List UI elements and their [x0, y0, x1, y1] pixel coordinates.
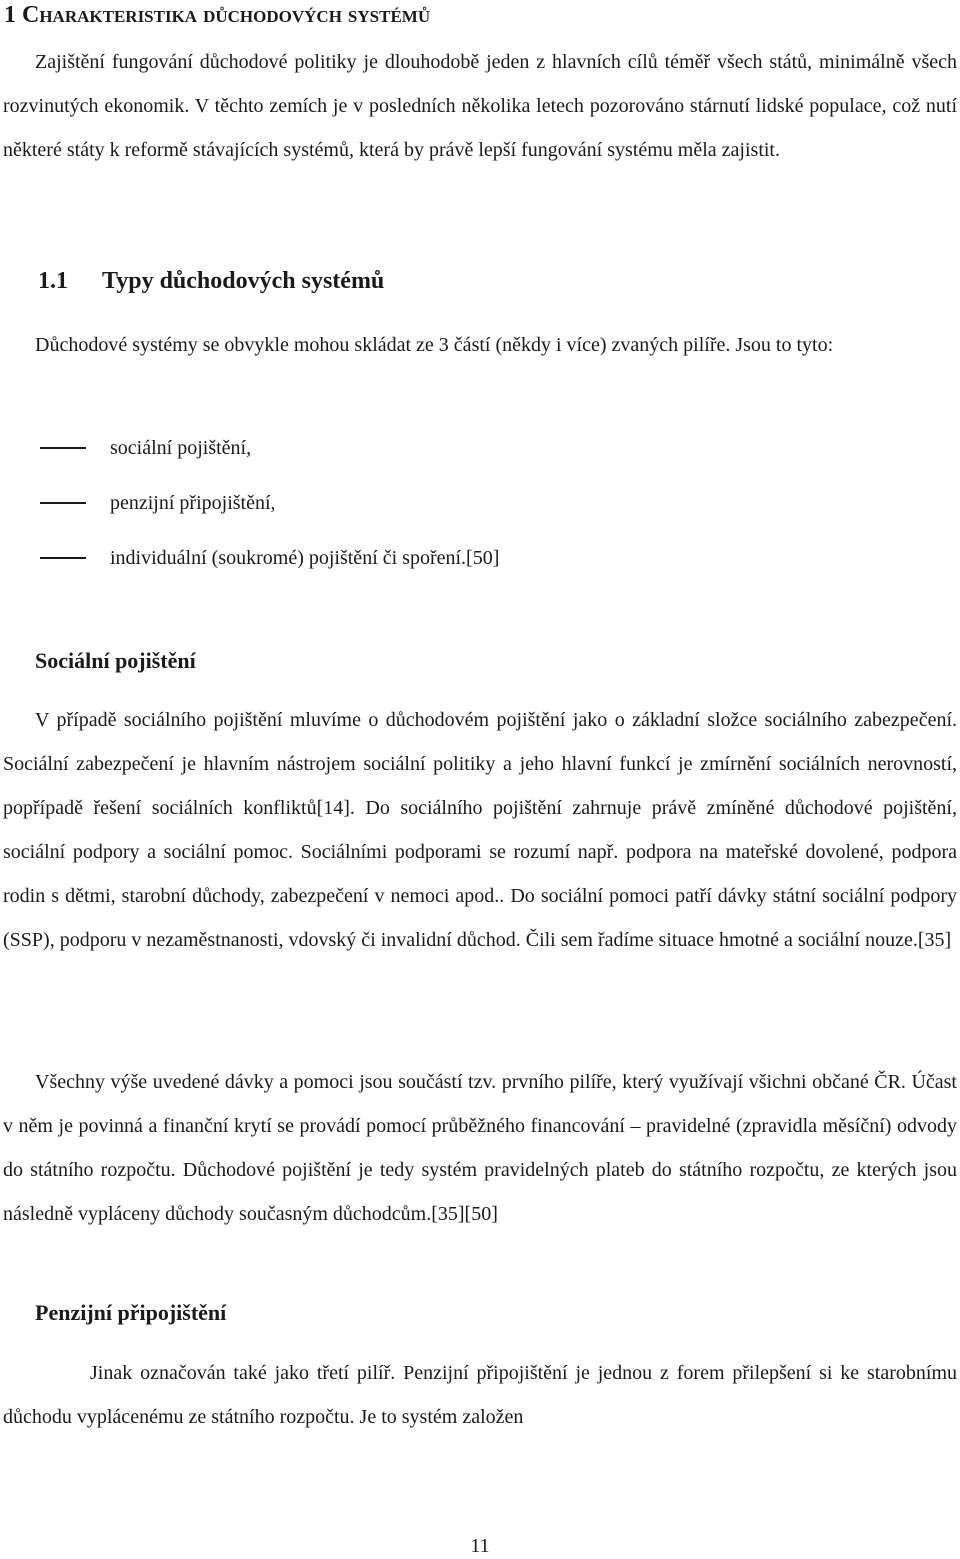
chapter-heading [4, 2, 430, 29]
section-number: 1.1 [38, 268, 68, 294]
section-title: Typy důchodových systémů [102, 268, 385, 294]
section-heading [38, 268, 384, 295]
chapter-title: Charakteristika důchodových systémů [22, 2, 431, 28]
intro-paragraph: Zajištění fungování důchodové politiky je dlouhodobě jeden z hlavních cílů téměř všech států, minimálně všech rozvinutých ekonomik. V těchto zemích je v posledních několika letech pozorováno stárnutí lidské populace, což nutí některé státy k reformě stávajících systémů, která by právě lepší fungování systému měla zajistit. [3, 51, 957, 161]
dash-bullet-icon [40, 502, 86, 504]
social-insurance-paragraph-2: Všechny výše uvedené dávky a pomoci jsou součástí tzv. prvního pilíře, který využívají všichni občané ČR. Účast v něm je povinná a finanční krytí se provádí pomocí průběžného financování – pravidelné (zpravidla měsíční) odvody do státního rozpočtu. Důchodové pojištění je tedy systém pravidelných plateb do státního rozpočtu, ze kterých jsou následně vypláceny důchody současným důchodcům.[35][50] [3, 1071, 957, 1225]
pension-supplement-paragraph: Jinak označován také jako třetí pilíř. Penzijní připojištění je jednou z forem přilepšení si ke starobnímu důchodu vyplácenému ze státního rozpočtu. Je to systém založen [3, 1362, 957, 1428]
pension-supplement-heading: Penzijní připojištění [35, 1300, 227, 1325]
page-number: 11 [470, 1535, 490, 1557]
list-item: penzijní připojištění, [0, 481, 499, 536]
social-insurance-heading: Sociální pojištění [35, 648, 196, 673]
chapter-number: 1 [4, 2, 16, 28]
pillar-list [0, 426, 499, 591]
dash-bullet-icon [40, 557, 86, 559]
social-insurance-paragraph-1: V případě sociálního pojištění mluvíme o důchodovém pojištění jako o základní složce sociálního zabezpečení. Sociální zabezpečení je hlavním nástrojem sociální politiky a jeho hlavní funkcí je zmírnění sociálních nerovností, popřípadě řešení sociálních konfliktů[14]. Do sociálního pojištění zahrnuje právě zmíněné důchodové pojištění, sociální podpory a sociální pomoc. Sociálními podporami se rozumí např. podpora na mateřské dovolené, podpora rodin s dětmi, starobní důchody, zabezpečení v nemoci apod.. Do sociální pomoci patří dávky státní sociální podpory (SSP), podporu v nezaměstnanosti, vdovský či invalidní důchod. Čili sem řadíme situace hmotné a sociální nouze.[35] [3, 709, 957, 951]
section-intro-paragraph: Důchodové systémy se obvykle mohou skládat ze 3 částí (někdy i více) zvaných pilíře. Jsou to tyto: [35, 334, 834, 356]
list-item: sociální pojištění, [0, 426, 499, 481]
list-item: individuální (soukromé) pojištění či spoření.[50] [0, 536, 499, 591]
dash-bullet-icon [40, 447, 86, 449]
